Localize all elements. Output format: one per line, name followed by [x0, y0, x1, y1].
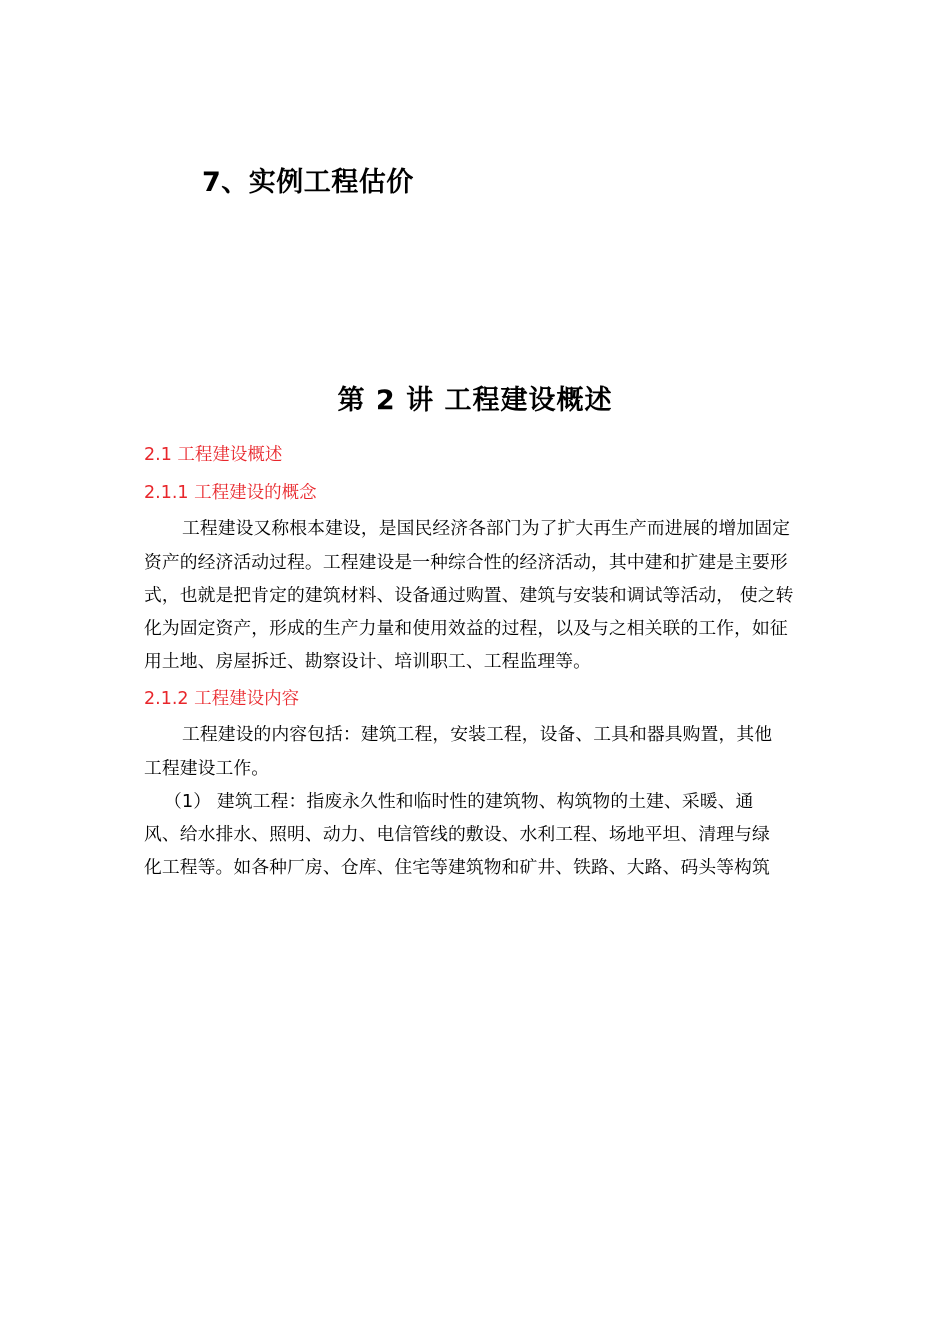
paragraph-line: 用土地、房屋拆迁、勘察设计、培训职工、工程监理等。 [144, 651, 592, 672]
heading-2-1: 2.1 工程建设概述 [144, 445, 283, 465]
paragraph-line: 工程建设的内容包括：建筑工程，安装工程，设备、工具和器具购置，其他 [182, 724, 773, 745]
paragraph-line: 风、给水排水、照明、动力、电信管线的敷设、水利工程、场地平坦、清理与绿 [144, 824, 770, 845]
section-title: 7、实例工程估价 [202, 167, 414, 198]
chapter-title: 第 2 讲 工程建设概述 [337, 385, 613, 416]
paragraph-line: 式，也就是把肯定的建筑材料、设备通过购置、建筑与安装和调试等活动， 使之转 [144, 585, 794, 606]
heading-2-1-1: 2.1.1 工程建设的概念 [144, 483, 317, 503]
heading-2-1-2: 2.1.2 工程建设内容 [144, 689, 300, 709]
paragraph-line: 工程建设工作。 [144, 758, 270, 779]
paragraph-line: 资产的经济活动过程。工程建设是一种综合性的经济活动，其中建和扩建是主要形 [144, 552, 788, 573]
paragraph-line: 化工程等。如各种厂房、仓库、住宅等建筑物和矿井、铁路、大路、码头等构筑 [144, 857, 770, 878]
paragraph-line: 化为固定资产，形成的生产力量和使用效益的过程，以及与之相关联的工作，如征 [144, 618, 788, 639]
paragraph-line: 工程建设又称根本建设，是国民经济各部门为了扩大再生产而进展的增加固定 [182, 518, 790, 539]
paragraph-line: （1） 建筑工程：指废永久性和临时性的建筑物、构筑物的土建、采暖、通 [164, 791, 754, 812]
